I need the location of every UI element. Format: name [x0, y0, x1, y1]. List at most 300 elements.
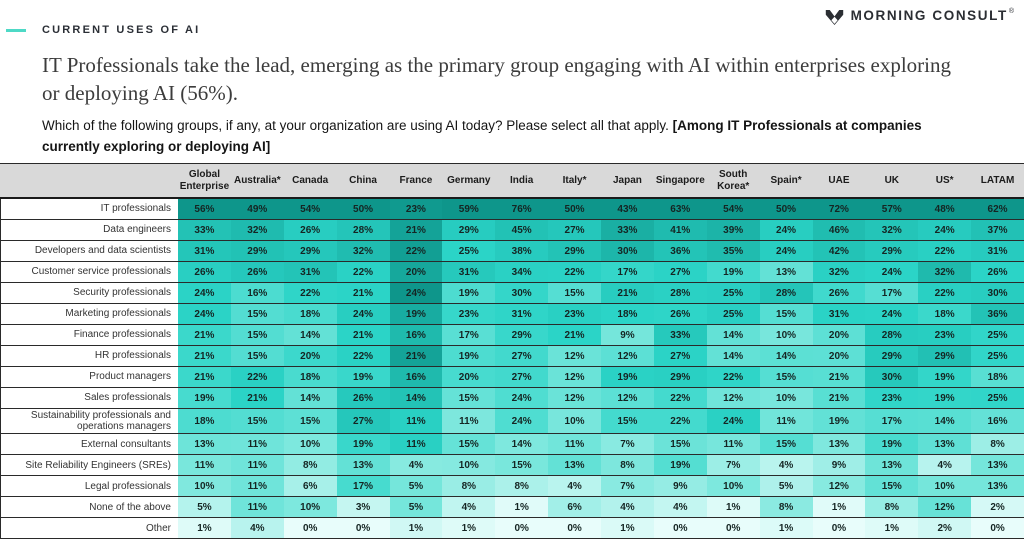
heatmap-cell: 37%: [971, 220, 1024, 240]
heatmap-cell: 19%: [654, 455, 707, 475]
heatmap-cell: 27%: [654, 346, 707, 366]
heatmap-cell: 15%: [760, 367, 813, 387]
heatmap-cell: 24%: [337, 304, 390, 324]
heatmap-cell: 28%: [865, 325, 918, 345]
heatmap-cell: 15%: [231, 409, 284, 433]
heatmap-cell: 11%: [760, 409, 813, 433]
heatmap-cell: 25%: [707, 304, 760, 324]
heatmap-cell: 24%: [918, 220, 971, 240]
heatmap-cell: 26%: [971, 262, 1024, 282]
heatmap-cell: 31%: [284, 262, 337, 282]
heatmap-cell: 10%: [178, 476, 231, 496]
table-row-site-reliability-engineers-sres: [0, 455, 1024, 476]
section-header: [6, 24, 200, 36]
heatmap-cell: 24%: [865, 262, 918, 282]
heatmap-cell: 0%: [971, 518, 1024, 538]
row-label: Security professionals: [0, 283, 178, 303]
heatmap-cell: 62%: [971, 199, 1024, 219]
heatmap-cell: 12%: [548, 346, 601, 366]
row-label: Other: [0, 518, 178, 538]
table-row-sales-professionals: [0, 388, 1024, 409]
row-label: Data engineers: [0, 220, 178, 240]
heatmap-cell: 33%: [654, 325, 707, 345]
heatmap-cell: 15%: [284, 409, 337, 433]
column-header-japan: Japan: [612, 174, 642, 186]
heatmap-cell: 19%: [707, 262, 760, 282]
heatmap-cell: 10%: [284, 434, 337, 454]
heatmap-cell: 12%: [813, 476, 866, 496]
row-label: Sales professionals: [0, 388, 178, 408]
heatmap-cell: 5%: [390, 476, 443, 496]
heatmap-cell: 32%: [231, 220, 284, 240]
heatmap-cell: 24%: [760, 241, 813, 261]
heatmap-cell: 20%: [442, 367, 495, 387]
heatmap-cell: 19%: [178, 388, 231, 408]
heatmap-cell: 26%: [178, 262, 231, 282]
heatmap-cell: 24%: [865, 304, 918, 324]
survey-question: [42, 116, 962, 158]
row-label: HR professionals: [0, 346, 178, 366]
heatmap-cell: 17%: [337, 476, 390, 496]
morning-consult-logo-icon: [825, 9, 844, 26]
table-row-finance-professionals: [0, 325, 1024, 346]
heatmap-cell: 19%: [918, 367, 971, 387]
heatmap-cell: 38%: [495, 241, 548, 261]
heatmap-cell: 19%: [337, 434, 390, 454]
heatmap-cell: 29%: [495, 325, 548, 345]
heatmap-table: [0, 163, 1024, 539]
heatmap-cell: 29%: [442, 220, 495, 240]
heatmap-cell: 24%: [495, 388, 548, 408]
heatmap-cell: 22%: [918, 241, 971, 261]
heatmap-cell: 20%: [813, 346, 866, 366]
heatmap-cell: 21%: [178, 346, 231, 366]
heatmap-cell: 25%: [971, 388, 1024, 408]
heatmap-cell: 21%: [813, 388, 866, 408]
heatmap-cell: 7%: [601, 434, 654, 454]
row-label: IT professionals: [0, 199, 178, 219]
heatmap-cell: 50%: [548, 199, 601, 219]
heatmap-cell: 31%: [178, 241, 231, 261]
heatmap-cell: 13%: [760, 262, 813, 282]
heatmap-cell: 4%: [442, 497, 495, 517]
column-header-global-enterprise: Global Enterprise: [179, 169, 230, 192]
table-row-sustainability-professionals-and-operations-managers: [0, 409, 1024, 434]
heatmap-cell: 29%: [654, 367, 707, 387]
heatmap-cell: 1%: [760, 518, 813, 538]
heatmap-cell: 1%: [813, 497, 866, 517]
table-row-legal-professionals: [0, 476, 1024, 497]
column-header-india: India: [510, 174, 534, 186]
heatmap-cell: 24%: [390, 283, 443, 303]
table-row-product-managers: [0, 367, 1024, 388]
heatmap-cell: 30%: [495, 283, 548, 303]
logo-wordmark: MORNING CONSULT: [850, 8, 1008, 23]
heatmap-cell: 26%: [284, 220, 337, 240]
heatmap-cell: 14%: [707, 325, 760, 345]
heatmap-cell: 13%: [865, 455, 918, 475]
row-label: Finance professionals: [0, 325, 178, 345]
morning-consult-logo: [825, 8, 1014, 26]
heatmap-cell: 32%: [813, 262, 866, 282]
heatmap-cell: 56%: [178, 199, 231, 219]
heatmap-cell: 16%: [971, 409, 1024, 433]
heatmap-cell: 32%: [865, 220, 918, 240]
column-header-uk: UK: [884, 174, 900, 186]
heatmap-cell: 2%: [971, 497, 1024, 517]
heatmap-cell: 22%: [654, 409, 707, 433]
heatmap-cell: 0%: [337, 518, 390, 538]
heatmap-cell: 63%: [654, 199, 707, 219]
heatmap-cell: 1%: [178, 518, 231, 538]
heatmap-cell: 21%: [390, 346, 443, 366]
heatmap-cell: 18%: [918, 304, 971, 324]
heatmap-cell: 21%: [337, 283, 390, 303]
heatmap-cell: 25%: [707, 283, 760, 303]
heatmap-cell: 25%: [971, 346, 1024, 366]
heatmap-cell: 23%: [390, 199, 443, 219]
heatmap-cell: 5%: [178, 497, 231, 517]
heatmap-cell: 15%: [231, 325, 284, 345]
heatmap-cell: 22%: [337, 346, 390, 366]
table-row-other: [0, 518, 1024, 539]
heatmap-cell: 11%: [231, 476, 284, 496]
heatmap-cell: 11%: [707, 434, 760, 454]
heatmap-cell: 22%: [390, 241, 443, 261]
column-header-china: China: [349, 174, 377, 186]
table-row-developers-and-data-scientists: [0, 241, 1024, 262]
heatmap-cell: 9%: [654, 476, 707, 496]
heatmap-cell: 4%: [548, 476, 601, 496]
heatmap-cell: 31%: [495, 304, 548, 324]
column-header-australia: Australia*: [233, 174, 281, 186]
heatmap-cell: 0%: [548, 518, 601, 538]
heatmap-cell: 18%: [971, 367, 1024, 387]
heatmap-cell: 22%: [548, 262, 601, 282]
column-header-us: US*: [935, 174, 954, 186]
section-eyebrow: CURRENT USES OF AI: [42, 24, 201, 36]
heatmap-cell: 24%: [760, 220, 813, 240]
heatmap-cell: 8%: [601, 455, 654, 475]
heatmap-cell: 36%: [654, 241, 707, 261]
heatmap-cell: 1%: [442, 518, 495, 538]
row-label: Legal professionals: [0, 476, 178, 496]
heatmap-cell: 0%: [284, 518, 337, 538]
heatmap-cell: 24%: [178, 304, 231, 324]
heatmap-cell: 0%: [813, 518, 866, 538]
heatmap-cell: 21%: [178, 367, 231, 387]
heatmap-cell: 8%: [971, 434, 1024, 454]
heatmap-cell: 0%: [707, 518, 760, 538]
survey-question-text: Which of the following groups, if any, at your organization are using AI today? Please select all that apply.: [42, 118, 673, 133]
heatmap-cell: 21%: [337, 325, 390, 345]
heatmap-cell: 14%: [284, 325, 337, 345]
heatmap-cell: 26%: [813, 283, 866, 303]
heatmap-cell: 19%: [865, 434, 918, 454]
heatmap-cell: 25%: [442, 241, 495, 261]
heatmap-cell: 12%: [707, 388, 760, 408]
heatmap-cell: 14%: [390, 388, 443, 408]
heatmap-cell: 11%: [231, 434, 284, 454]
heatmap-cell: 29%: [865, 241, 918, 261]
column-header-latam: LATAM: [980, 174, 1015, 186]
heatmap-cell: 5%: [390, 497, 443, 517]
heatmap-cell: 22%: [231, 367, 284, 387]
heatmap-cell: 76%: [495, 199, 548, 219]
heatmap-cell: 15%: [442, 388, 495, 408]
heatmap-cell: 11%: [442, 409, 495, 433]
registered-mark: ®: [1008, 8, 1014, 15]
heatmap-cell: 34%: [495, 262, 548, 282]
heatmap-cell: 10%: [760, 388, 813, 408]
row-label: Sustainability professionals and operations managers: [0, 409, 178, 433]
heatmap-cell: 48%: [918, 199, 971, 219]
heatmap-cell: 11%: [178, 455, 231, 475]
heatmap-cell: 43%: [601, 199, 654, 219]
heatmap-cell: 27%: [337, 409, 390, 433]
heatmap-cell: 6%: [284, 476, 337, 496]
heatmap-cell: 2%: [918, 518, 971, 538]
table-row-data-engineers: [0, 220, 1024, 241]
heatmap-cell: 16%: [390, 325, 443, 345]
heatmap-cell: 10%: [918, 476, 971, 496]
heatmap-cell: 13%: [971, 455, 1024, 475]
heatmap-cell: 15%: [548, 283, 601, 303]
heatmap-cell: 1%: [390, 518, 443, 538]
heatmap-cell: 24%: [707, 409, 760, 433]
heatmap-cell: 4%: [231, 518, 284, 538]
column-header-france: France: [399, 174, 433, 186]
heatmap-cell: 17%: [601, 262, 654, 282]
heatmap-cell: 42%: [813, 241, 866, 261]
heatmap-cell: 16%: [231, 283, 284, 303]
heatmap-cell: 0%: [495, 518, 548, 538]
heatmap-cell: 7%: [707, 455, 760, 475]
heatmap-cell: 39%: [707, 220, 760, 240]
heatmap-cell: 12%: [601, 388, 654, 408]
heatmap-cell: 30%: [971, 283, 1024, 303]
heatmap-cell: 18%: [284, 367, 337, 387]
table-row-customer-service-professionals: [0, 262, 1024, 283]
heatmap-cell: 15%: [865, 476, 918, 496]
heatmap-cell: 15%: [760, 304, 813, 324]
heatmap-cell: 22%: [707, 367, 760, 387]
heatmap-cell: 18%: [178, 409, 231, 433]
heatmap-cell: 27%: [654, 262, 707, 282]
heatmap-cell: 15%: [654, 434, 707, 454]
row-label: Developers and data scientists: [0, 241, 178, 261]
heatmap-cell: 13%: [813, 434, 866, 454]
table-row-external-consultants: [0, 434, 1024, 455]
heatmap-cell: 29%: [231, 241, 284, 261]
heatmap-cell: 20%: [813, 325, 866, 345]
heatmap-cell: 33%: [178, 220, 231, 240]
heatmap-cell: 23%: [442, 304, 495, 324]
table-row-security-professionals: [0, 283, 1024, 304]
heatmap-cell: 19%: [442, 283, 495, 303]
table-row-it-professionals: [0, 199, 1024, 220]
column-header-south-korea: South Korea*: [717, 169, 750, 192]
heatmap-cell: 17%: [865, 283, 918, 303]
table-header-row: [0, 163, 1024, 199]
heatmap-cell: 30%: [601, 241, 654, 261]
heatmap-cell: 12%: [548, 388, 601, 408]
column-header-uae: UAE: [828, 174, 850, 186]
heatmap-cell: 29%: [548, 241, 601, 261]
heatmap-cell: 21%: [813, 367, 866, 387]
heatmap-cell: 19%: [337, 367, 390, 387]
heatmap-cell: 18%: [284, 304, 337, 324]
heatmap-cell: 27%: [548, 220, 601, 240]
heatmap-cell: 21%: [178, 325, 231, 345]
heatmap-cell: 24%: [178, 283, 231, 303]
heatmap-cell: 28%: [654, 283, 707, 303]
heatmap-cell: 4%: [601, 497, 654, 517]
heatmap-cell: 50%: [760, 199, 813, 219]
heatmap-cell: 8%: [760, 497, 813, 517]
heatmap-cell: 15%: [231, 346, 284, 366]
column-header-singapore: Singapore: [655, 174, 705, 186]
heatmap-cell: 13%: [971, 476, 1024, 496]
heatmap-cell: 8%: [284, 455, 337, 475]
row-label: Site Reliability Engineers (SREs): [0, 455, 178, 475]
heatmap-cell: 22%: [337, 262, 390, 282]
heatmap-cell: 32%: [918, 262, 971, 282]
heatmap-cell: 4%: [654, 497, 707, 517]
row-label: Marketing professionals: [0, 304, 178, 324]
heatmap-cell: 54%: [707, 199, 760, 219]
heatmap-cell: 8%: [865, 497, 918, 517]
heatmap-cell: 22%: [654, 388, 707, 408]
heatmap-cell: 9%: [601, 325, 654, 345]
heatmap-cell: 11%: [231, 497, 284, 517]
heatmap-cell: 72%: [813, 199, 866, 219]
heatmap-cell: 21%: [390, 220, 443, 240]
heatmap-cell: 19%: [601, 367, 654, 387]
heatmap-cell: 14%: [707, 346, 760, 366]
heatmap-cell: 9%: [813, 455, 866, 475]
heatmap-cell: 26%: [337, 388, 390, 408]
heatmap-cell: 12%: [918, 497, 971, 517]
eyebrow-dash-icon: [6, 29, 26, 32]
heatmap-cell: 15%: [231, 304, 284, 324]
heatmap-cell: 11%: [548, 434, 601, 454]
heatmap-cell: 6%: [548, 497, 601, 517]
heatmap-cell: 29%: [865, 346, 918, 366]
heatmap-cell: 14%: [760, 346, 813, 366]
heatmap-cell: 19%: [813, 409, 866, 433]
heatmap-cell: 20%: [284, 346, 337, 366]
heatmap-cell: 35%: [707, 241, 760, 261]
heatmap-cell: 30%: [865, 367, 918, 387]
heatmap-cell: 50%: [337, 199, 390, 219]
heatmap-cell: 45%: [495, 220, 548, 240]
table-row-hr-professionals: [0, 346, 1024, 367]
heatmap-cell: 13%: [178, 434, 231, 454]
page-title: IT Professionals take the lead, emerging as the primary group engaging with AI within enterprises exploring or deploying AI (56%).: [42, 53, 952, 105]
heatmap-cell: 11%: [390, 434, 443, 454]
table-row-none-of-the-above: [0, 497, 1024, 518]
heatmap-cell: 28%: [760, 283, 813, 303]
heatmap-cell: 54%: [284, 199, 337, 219]
heatmap-cell: 13%: [918, 434, 971, 454]
heatmap-cell: 46%: [813, 220, 866, 240]
heatmap-cell: 10%: [548, 409, 601, 433]
heatmap-cell: 23%: [865, 388, 918, 408]
heatmap-cell: 17%: [865, 409, 918, 433]
column-header-germany: Germany: [447, 174, 491, 186]
heatmap-cell: 31%: [442, 262, 495, 282]
heatmap-cell: 25%: [971, 325, 1024, 345]
heatmap-cell: 22%: [284, 283, 337, 303]
column-header-canada: Canada: [292, 174, 329, 186]
row-label: None of the above: [0, 497, 178, 517]
heatmap-cell: 10%: [442, 455, 495, 475]
heatmap-cell: 33%: [601, 220, 654, 240]
heatmap-cell: 10%: [760, 325, 813, 345]
heatmap-cell: 29%: [284, 241, 337, 261]
heatmap-cell: 4%: [918, 455, 971, 475]
survey-question-base: [Among IT Professionals at companies currently exploring or deploying AI]: [42, 118, 922, 154]
heatmap-cell: 7%: [601, 476, 654, 496]
heatmap-cell: 14%: [495, 434, 548, 454]
heatmap-cell: 13%: [337, 455, 390, 475]
heatmap-cell: 22%: [918, 283, 971, 303]
heatmap-cell: 1%: [865, 518, 918, 538]
heatmap-cell: 5%: [760, 476, 813, 496]
heatmap-cell: 11%: [390, 409, 443, 433]
heatmap-cell: 1%: [495, 497, 548, 517]
heatmap-cell: 14%: [284, 388, 337, 408]
heatmap-cell: 27%: [495, 346, 548, 366]
heatmap-cell: 49%: [231, 199, 284, 219]
heatmap-cell: 12%: [548, 367, 601, 387]
table-row-marketing-professionals: [0, 304, 1024, 325]
heatmap-cell: 17%: [442, 325, 495, 345]
heatmap-cell: 13%: [548, 455, 601, 475]
heatmap-cell: 8%: [495, 476, 548, 496]
heatmap-cell: 31%: [971, 241, 1024, 261]
heatmap-cell: 0%: [654, 518, 707, 538]
column-header-italy: Italy*: [562, 174, 587, 186]
heatmap-cell: 21%: [231, 388, 284, 408]
heatmap-cell: 19%: [918, 388, 971, 408]
heatmap-cell: 23%: [918, 325, 971, 345]
heatmap-cell: 10%: [707, 476, 760, 496]
row-label: External consultants: [0, 434, 178, 454]
heatmap-cell: 15%: [495, 455, 548, 475]
heatmap-cell: 3%: [337, 497, 390, 517]
row-label: Product managers: [0, 367, 178, 387]
heatmap-cell: 36%: [971, 304, 1024, 324]
heatmap-cell: 32%: [337, 241, 390, 261]
heatmap-cell: 11%: [231, 455, 284, 475]
heatmap-cell: 28%: [337, 220, 390, 240]
heatmap-cell: 12%: [601, 346, 654, 366]
heatmap-cell: 24%: [495, 409, 548, 433]
heatmap-cell: 8%: [442, 476, 495, 496]
heatmap-cell: 15%: [442, 434, 495, 454]
heatmap-cell: 19%: [390, 304, 443, 324]
heatmap-cell: 4%: [390, 455, 443, 475]
heatmap-cell: 57%: [865, 199, 918, 219]
row-label: Customer service professionals: [0, 262, 178, 282]
heatmap-cell: 14%: [918, 409, 971, 433]
heatmap-cell: 23%: [548, 304, 601, 324]
heatmap-cell: 21%: [601, 283, 654, 303]
heatmap-cell: 26%: [654, 304, 707, 324]
heatmap-cell: 1%: [601, 518, 654, 538]
